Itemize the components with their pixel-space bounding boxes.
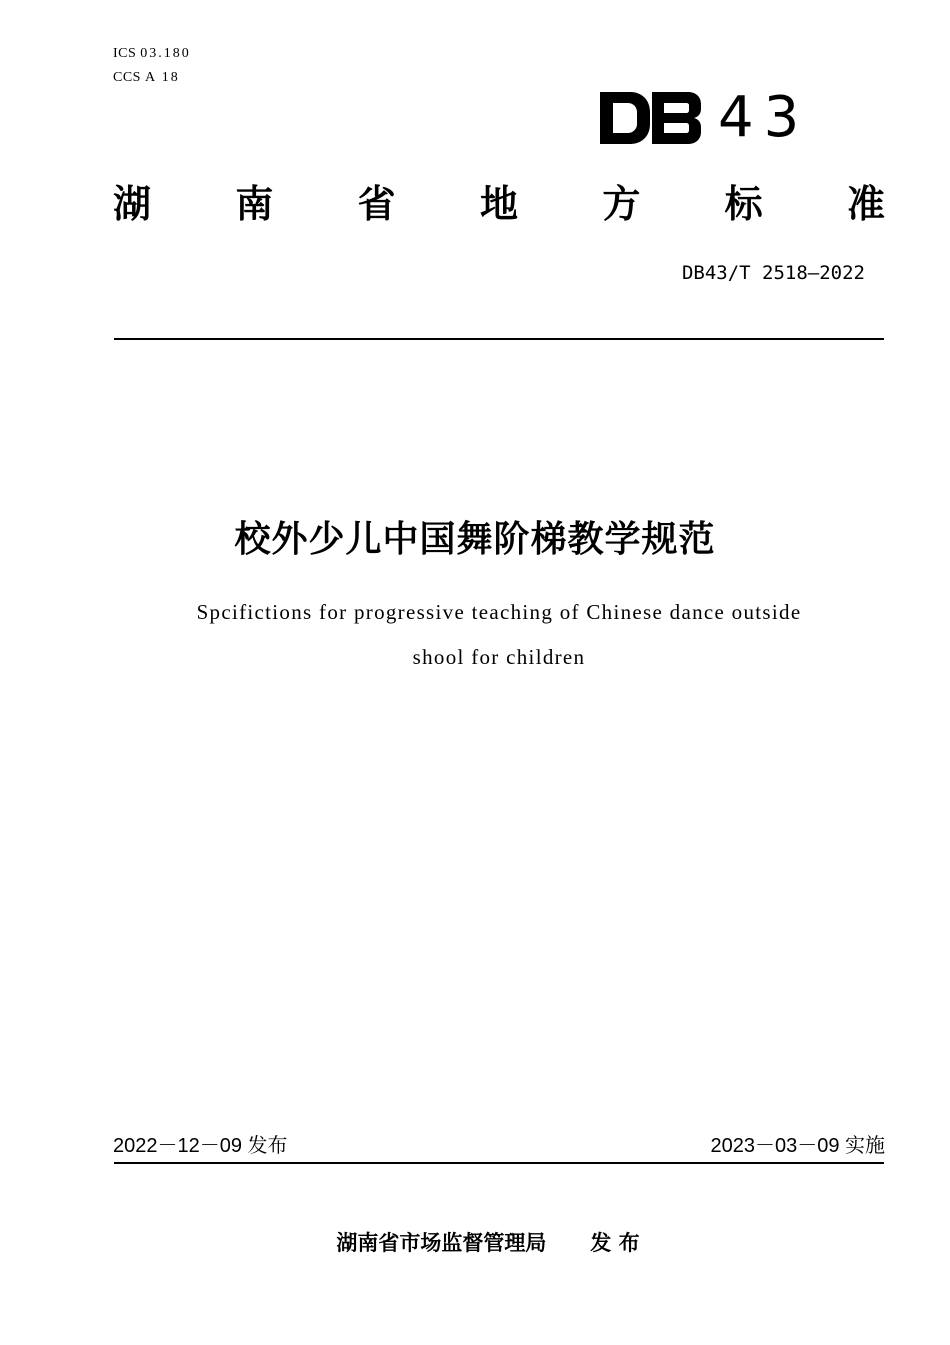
ccs-line [113, 70, 180, 86]
ics-code: 03.180 [140, 46, 191, 61]
standard-type-char: 地 [479, 182, 518, 226]
ccs-label: CCS [113, 70, 141, 85]
province-code: 43 [718, 85, 810, 150]
standard-number: DB43/T 2518—2022 [681, 262, 865, 284]
issuer: 湖南省市场监督管理局 发 布 [336, 1231, 640, 1255]
db-logo [600, 92, 702, 144]
standard-type-char: 省 [357, 182, 396, 226]
ics-label: ICS [113, 46, 137, 61]
footer-divider [114, 1162, 884, 1164]
standard-type-char: 南 [235, 182, 274, 226]
english-title-line2: shool for children [412, 645, 586, 669]
standard-type-char: 方 [602, 182, 641, 226]
standard-type-char: 湖 [113, 182, 152, 226]
standard-type-char: 准 [846, 182, 885, 226]
implement-date: 2023－03－09 实施 [710, 1135, 885, 1157]
chinese-title: 校外少儿中国舞阶梯教学规范 [234, 519, 716, 560]
ics-line [113, 46, 191, 62]
english-title-line1: Spcifictions for progressive teaching of Chinese dance outside [196, 600, 802, 624]
publish-date: 2022－12－09 发布 [113, 1135, 288, 1157]
standard-type [113, 178, 885, 230]
ccs-code: A 18 [144, 70, 180, 85]
header-divider [114, 338, 884, 340]
standard-type-char: 标 [724, 182, 763, 226]
